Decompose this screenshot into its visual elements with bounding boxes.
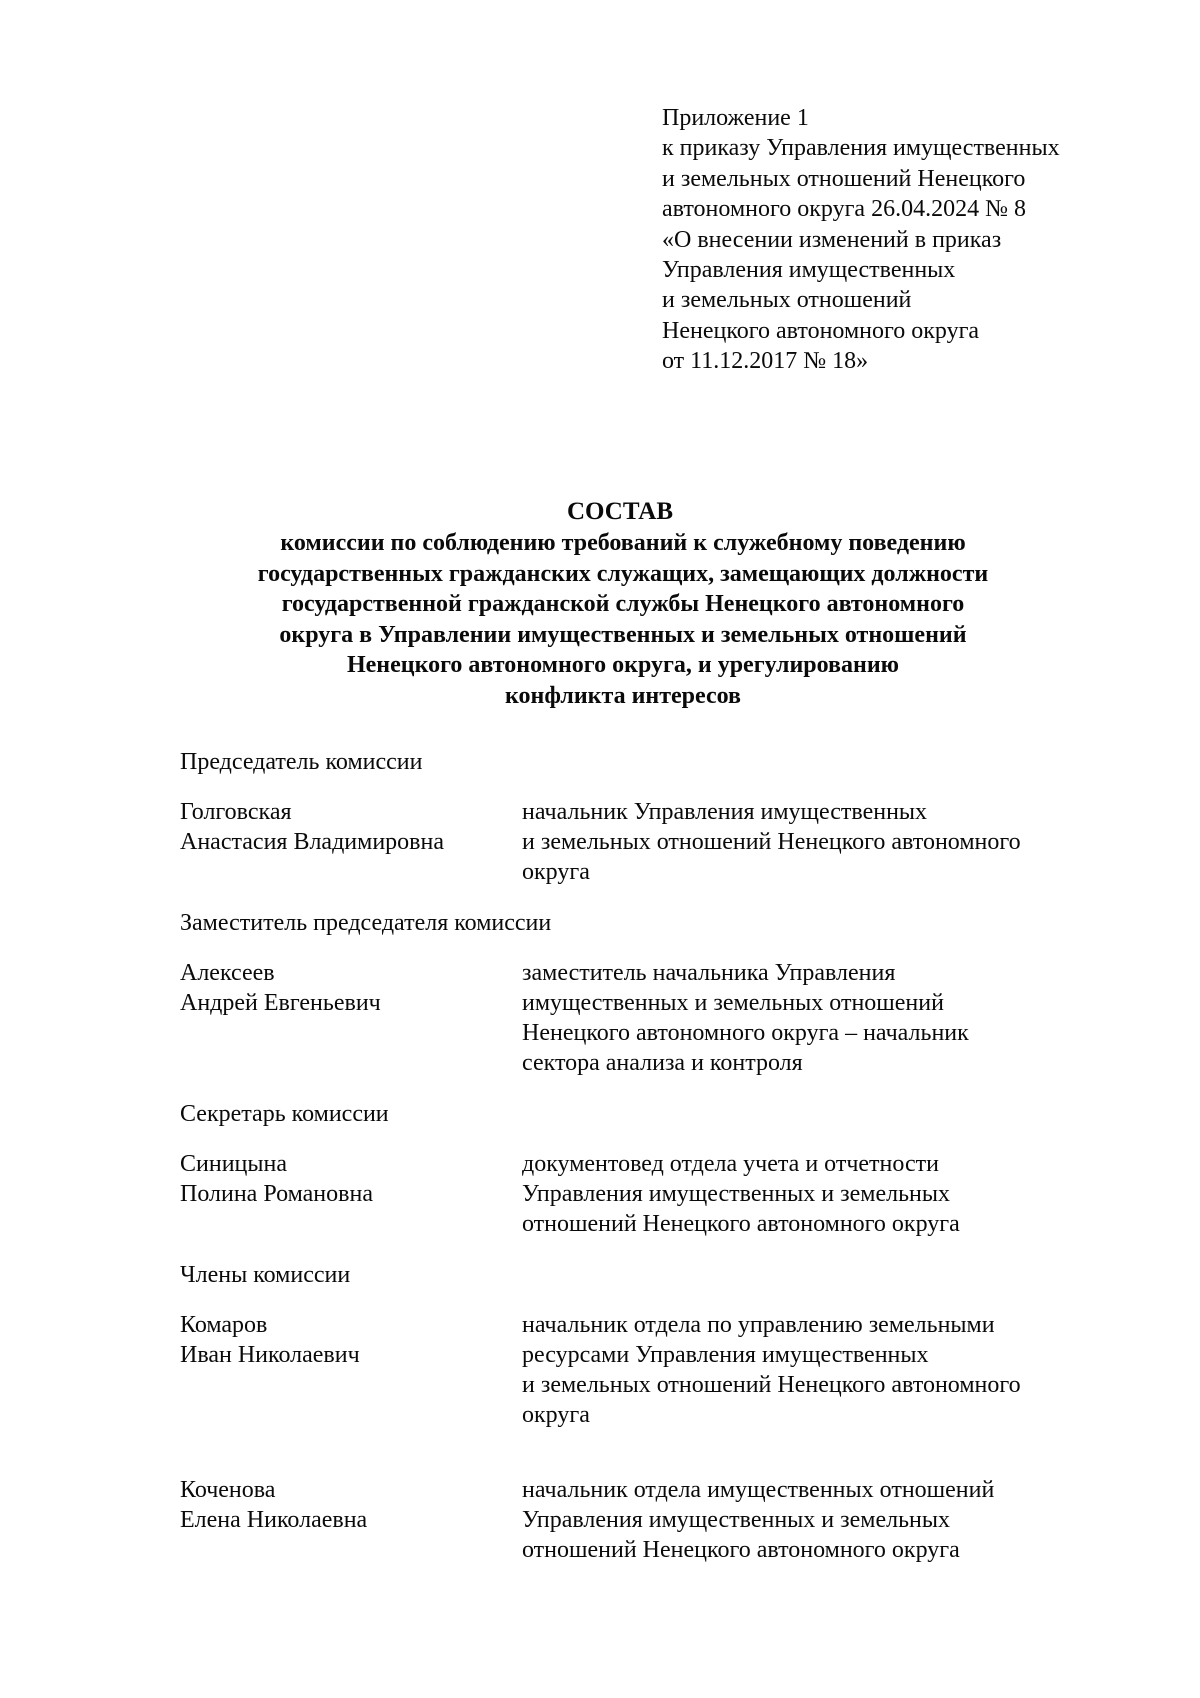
role-chairman: Председатель комиссии — [180, 749, 423, 775]
appendix-line: автономного округа 26.04.2024 № 8 — [662, 196, 1026, 223]
title-line: государственных гражданских служащих, замещающих должности — [257, 560, 989, 587]
member-given-name: Андрей Евгеньевич — [180, 990, 381, 1016]
position-line: и земельных отношений Ненецкого автономного — [522, 1372, 1021, 1398]
appendix-line: от 11.12.2017 № 18» — [662, 348, 869, 375]
member-given-name: Анастасия Владимировна — [180, 829, 444, 855]
member-name — [180, 797, 522, 887]
position-line: документовед отдела учета и отчетности — [522, 1151, 939, 1177]
position-line: имущественных и земельных отношений — [522, 990, 944, 1016]
position-line: округа — [522, 859, 590, 885]
title-line: государственной гражданской службы Ненецкого автономного — [281, 591, 965, 618]
role-secretary: Секретарь комиссии — [180, 1101, 389, 1127]
member-position — [522, 958, 1100, 1078]
role-members: Члены комиссии — [180, 1262, 351, 1288]
appendix-line: и земельных отношений — [662, 287, 912, 314]
title-line: округа в Управлении имущественных и земельных отношений — [279, 621, 967, 648]
member-name — [180, 1475, 522, 1565]
position-line: ресурсами Управления имущественных — [522, 1342, 929, 1368]
member-position — [522, 1310, 1100, 1430]
member-surname: Алексеев — [180, 960, 275, 986]
member-given-name: Иван Николаевич — [180, 1342, 360, 1368]
appendix-line: к приказу Управления имущественных — [662, 135, 1060, 162]
position-line: округа — [522, 1402, 590, 1428]
position-line: начальник отдела по управлению земельными — [522, 1312, 995, 1338]
member-name — [180, 1149, 522, 1239]
appendix-line: Ненецкого автономного округа — [662, 317, 980, 344]
appendix-line: «О внесении изменений в приказ — [662, 226, 1002, 253]
member-position — [522, 1475, 1100, 1565]
member-given-name: Елена Николаевна — [180, 1507, 368, 1533]
position-line: Ненецкого автономного округа – начальник — [522, 1020, 969, 1046]
position-line: Управления имущественных и земельных — [522, 1507, 951, 1533]
document-title — [0, 496, 1200, 712]
appendix-reference — [662, 103, 1182, 377]
position-line: отношений Ненецкого автономного округа — [522, 1211, 960, 1237]
member-surname: Синицына — [180, 1151, 288, 1177]
member-name — [180, 958, 522, 1078]
position-line: сектора анализа и контроля — [522, 1050, 803, 1076]
position-line: отношений Ненецкого автономного округа — [522, 1537, 960, 1563]
position-line: начальник отдела имущественных отношений — [522, 1477, 995, 1503]
commission-members — [180, 747, 1100, 1586]
spacer — [180, 1451, 1100, 1475]
member-given-name: Полина Романовна — [180, 1181, 373, 1207]
title-line: комиссии по соблюдению требований к служебному поведению — [280, 530, 966, 556]
position-line: и земельных отношений Ненецкого автономного — [522, 829, 1021, 855]
appendix-line: и земельных отношений Ненецкого — [662, 165, 1026, 192]
member-surname: Комаров — [180, 1312, 268, 1338]
position-line: Управления имущественных и земельных — [522, 1181, 951, 1207]
title-line: конфликта интересов — [505, 682, 741, 709]
appendix-line: Приложение 1 — [662, 105, 809, 131]
member-surname: Голговская — [180, 799, 292, 825]
title-subtitle — [0, 528, 1200, 712]
title-line: Ненецкого автономного округа, и урегулированию — [346, 652, 899, 679]
role-deputy-chairman: Заместитель председателя комиссии — [180, 910, 552, 936]
member-entry — [180, 1310, 1100, 1430]
member-position — [522, 1149, 1100, 1239]
title-heading: СОСТАВ — [566, 498, 674, 525]
member-entry — [180, 1475, 1100, 1565]
member-entry — [180, 797, 1100, 887]
member-position — [522, 797, 1100, 887]
member-entry — [180, 958, 1100, 1078]
appendix-line: Управления имущественных — [662, 257, 956, 284]
member-entry — [180, 1149, 1100, 1239]
position-line: начальник Управления имущественных — [522, 799, 928, 825]
position-line: заместитель начальника Управления — [522, 960, 896, 986]
member-name — [180, 1310, 522, 1430]
member-surname: Коченова — [180, 1477, 276, 1503]
